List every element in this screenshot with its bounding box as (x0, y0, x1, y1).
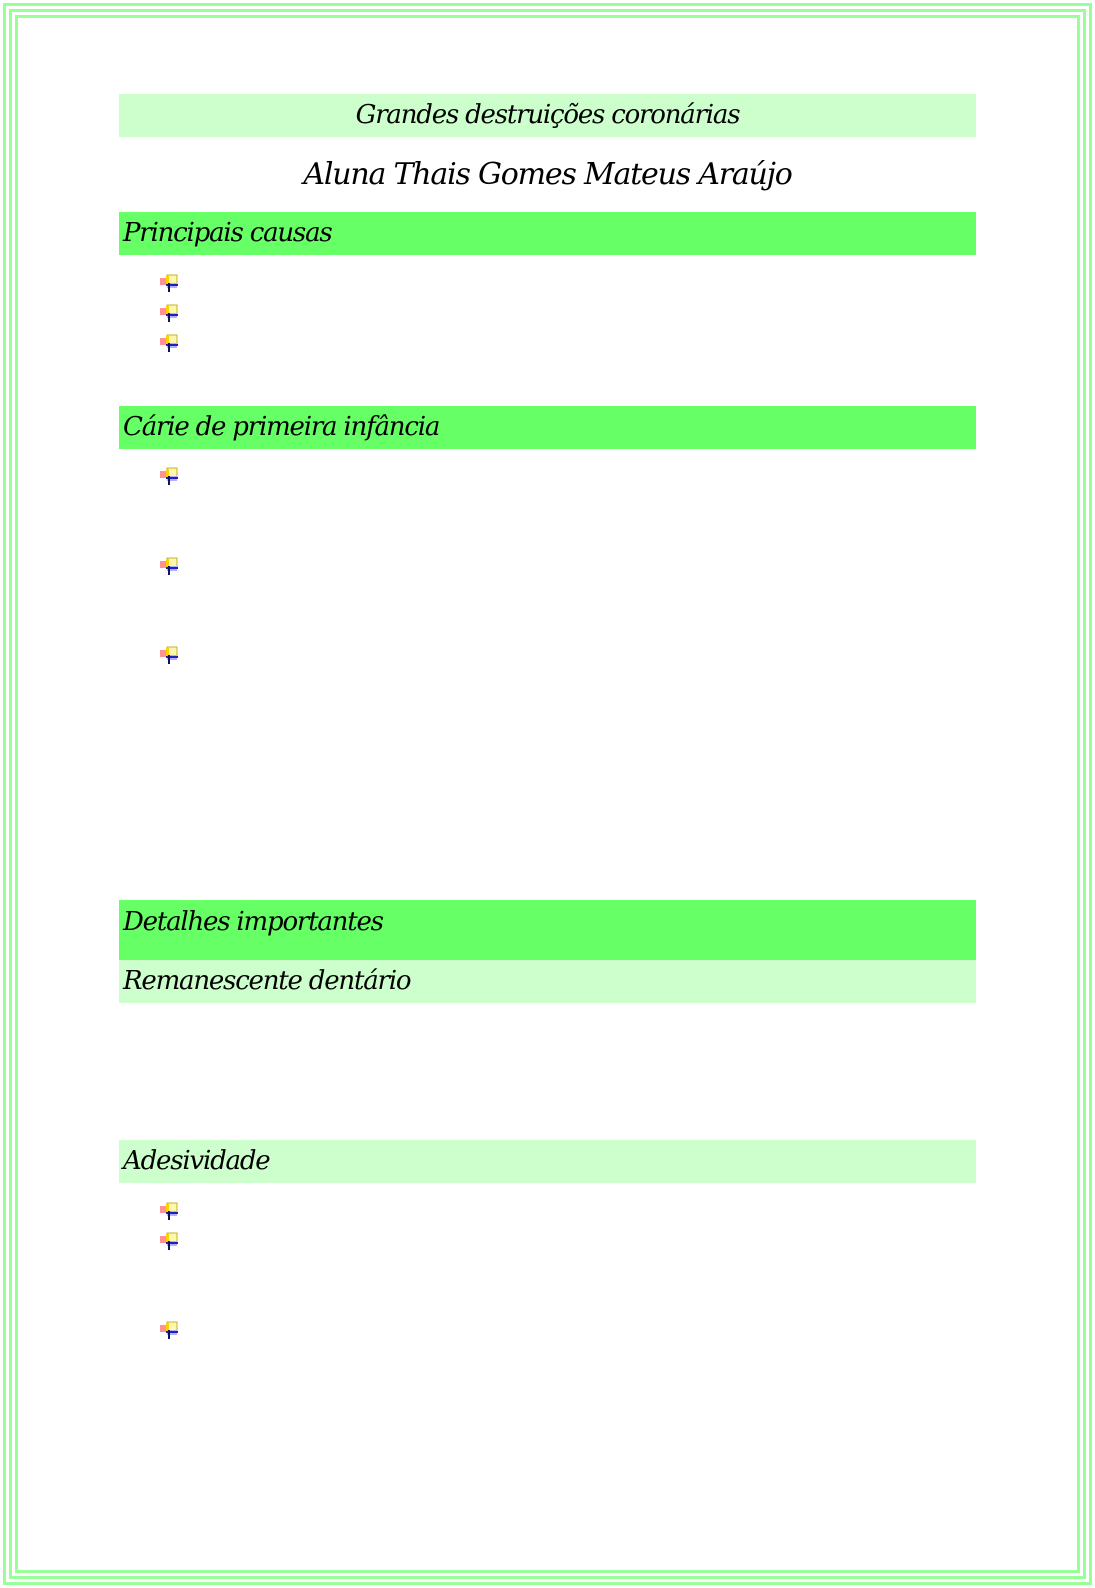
bullet-icon (159, 557, 178, 576)
heading-adesividade: Adesividade (119, 1140, 976, 1183)
bullet-icon (159, 1232, 178, 1251)
document-author: Aluna Thais Gomes Mateus Araújo (303, 157, 792, 192)
document-title: Grandes destruições coronárias (119, 94, 976, 137)
heading-carie-primeira-infancia: Cárie de primeira infância (119, 406, 976, 449)
bullet-icon (159, 1202, 178, 1221)
bullet-icon (159, 467, 178, 486)
bullet-icon (159, 1321, 178, 1340)
bullet-icon (159, 274, 178, 293)
heading-principais-causas: Principais causas (119, 212, 976, 255)
bullet-icon (159, 334, 178, 353)
bullet-icon (159, 646, 178, 665)
heading-remanescente-dentario: Remanescente dentário (119, 960, 976, 1003)
heading-detalhes-importantes: Detalhes importantes (119, 900, 976, 960)
bullet-icon (159, 304, 178, 323)
